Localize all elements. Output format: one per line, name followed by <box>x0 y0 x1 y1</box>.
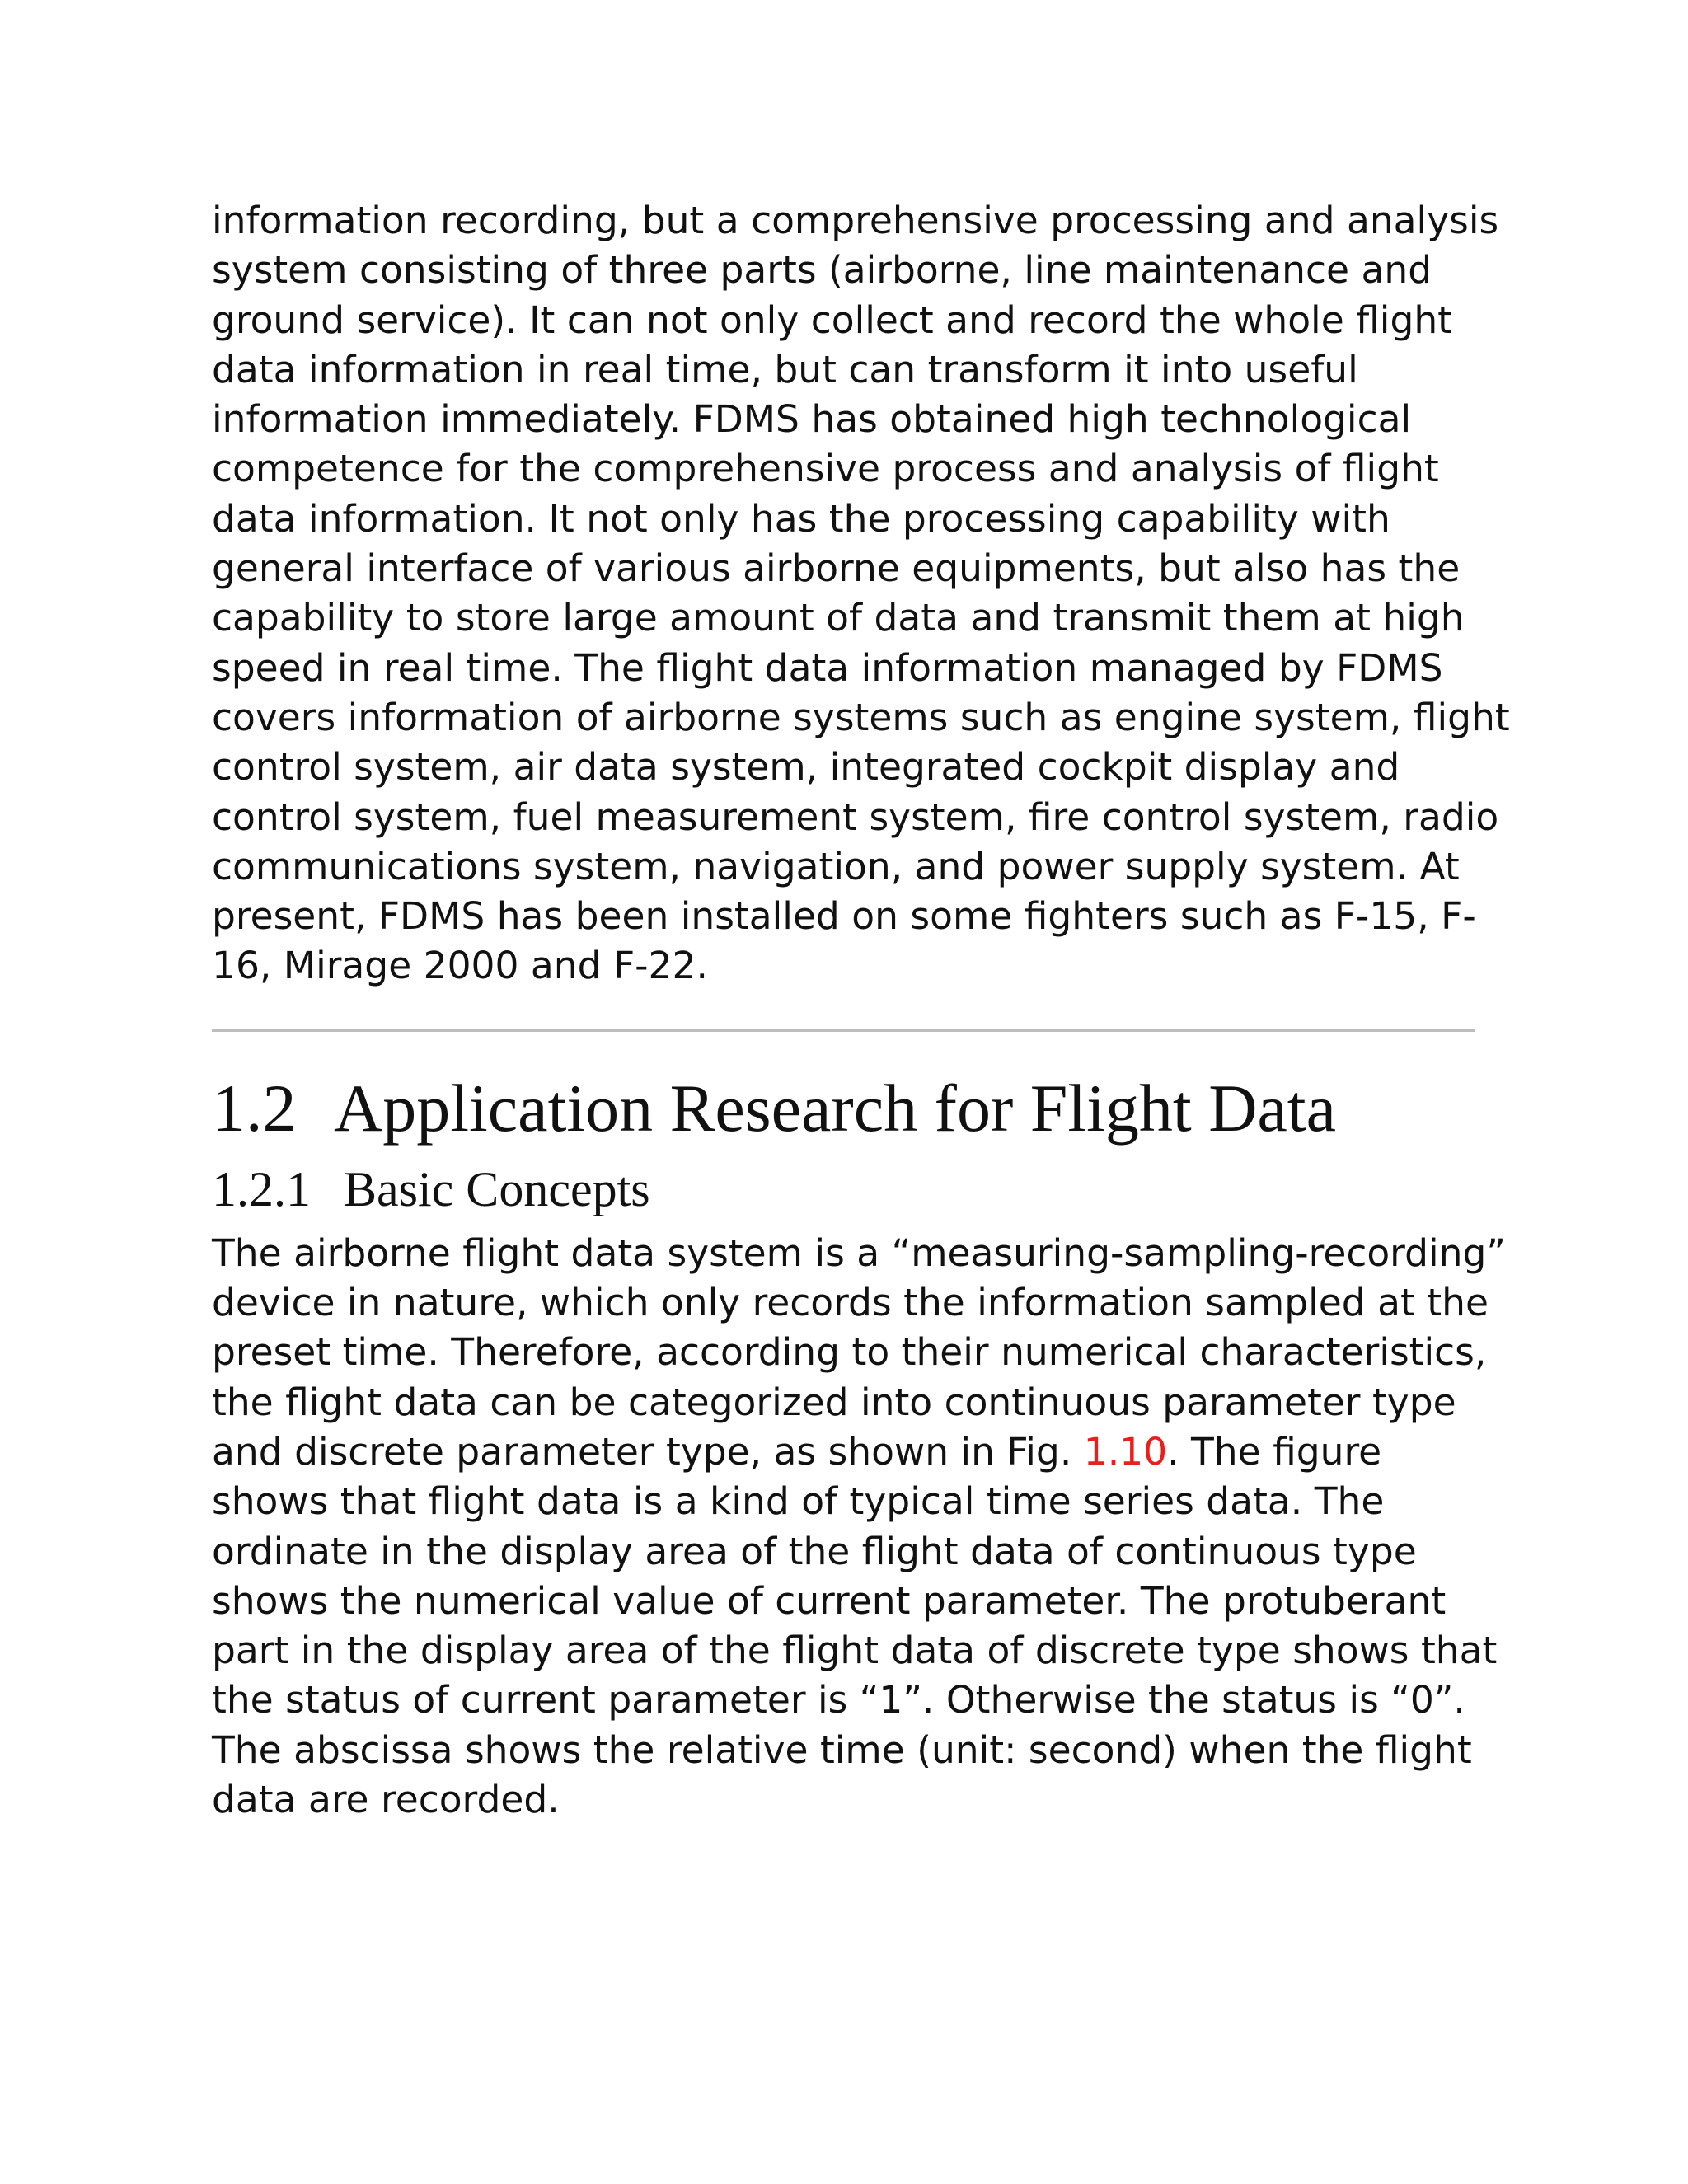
text-line: present, FDMS has been installed on some fighters such as F-15, F- <box>212 894 1476 939</box>
text-line: control system, fuel measurement system, fire control system, radio <box>212 794 1499 839</box>
text-line: capability to store large amount of data and transmit them at high <box>212 596 1465 640</box>
section-heading <box>212 1067 1481 1150</box>
text-line: information recording, but a comprehensive processing and analysis <box>212 199 1499 242</box>
subsection-title: Basic Concepts <box>344 1161 650 1216</box>
section-number: 1.2 <box>212 1070 297 1146</box>
text-line: covers information of airborne systems such as engine system, flight <box>212 695 1510 739</box>
text-line: communications system, navigation, and power supply system. At <box>212 844 1460 888</box>
figure-reference-link[interactable]: 1.10 <box>1083 1429 1168 1474</box>
text-line: ground service). It can not only collect and record the whole flight <box>212 298 1453 342</box>
section-title: Application Research for Flight Data <box>334 1070 1336 1146</box>
subsection-heading <box>212 1161 1481 1217</box>
text-segment: . The figure <box>1167 1429 1382 1474</box>
text-line: control system, air data system, integrated cockpit display and <box>212 745 1400 790</box>
text-segment: and discrete parameter type, as shown in Fig. <box>212 1429 1084 1474</box>
text-line: data information. It not only has the processing capability with <box>212 496 1390 541</box>
body-paragraph-fdms <box>212 196 1510 991</box>
text-line: ordinate in the display area of the flight data of continuous type <box>212 1529 1417 1573</box>
text-line-with-ref <box>212 1427 1481 1477</box>
text-line: 16, Mirage 2000 and F-22. <box>212 944 708 988</box>
text-line: system consisting of three parts (airborne, line maintenance and <box>212 248 1432 293</box>
text-line: speed in real time. The flight data information managed by FDMS <box>212 645 1443 690</box>
text-line: shows the numerical value of current parameter. The protuberant <box>212 1578 1447 1623</box>
body-paragraph-basic-concepts <box>212 1229 1506 1825</box>
text-line: device in nature, which only records the information sampled at the <box>212 1281 1489 1325</box>
text-line: information immediately. FDMS has obtained high technological <box>212 397 1412 442</box>
text-line: preset time. Therefore, according to their numerical characteristics, <box>212 1330 1487 1375</box>
text-line: the flight data can be categorized into continuous parameter type <box>212 1380 1456 1424</box>
text-line: data are recorded. <box>212 1778 560 1822</box>
text-line: The airborne flight data system is a “measuring-sampling-recording” <box>212 1230 1506 1275</box>
page-content <box>212 196 1510 1825</box>
subsection-number: 1.2.1 <box>212 1161 311 1216</box>
text-line: shows that flight data is a kind of typical time series data. The <box>212 1479 1385 1524</box>
text-line: part in the display area of the flight data of discrete type shows that <box>212 1629 1498 1673</box>
text-line: data information in real time, but can transform it into useful <box>212 347 1358 391</box>
text-line: general interface of various airborne equipments, but also has the <box>212 546 1461 591</box>
text-line: The abscissa shows the relative time (unit: second) when the flight <box>212 1727 1472 1772</box>
text-line: competence for the comprehensive process and analysis of flight <box>212 447 1439 491</box>
text-line: the status of current parameter is “1”. Otherwise the status is “0”. <box>212 1678 1465 1722</box>
section-divider <box>212 1029 1475 1032</box>
